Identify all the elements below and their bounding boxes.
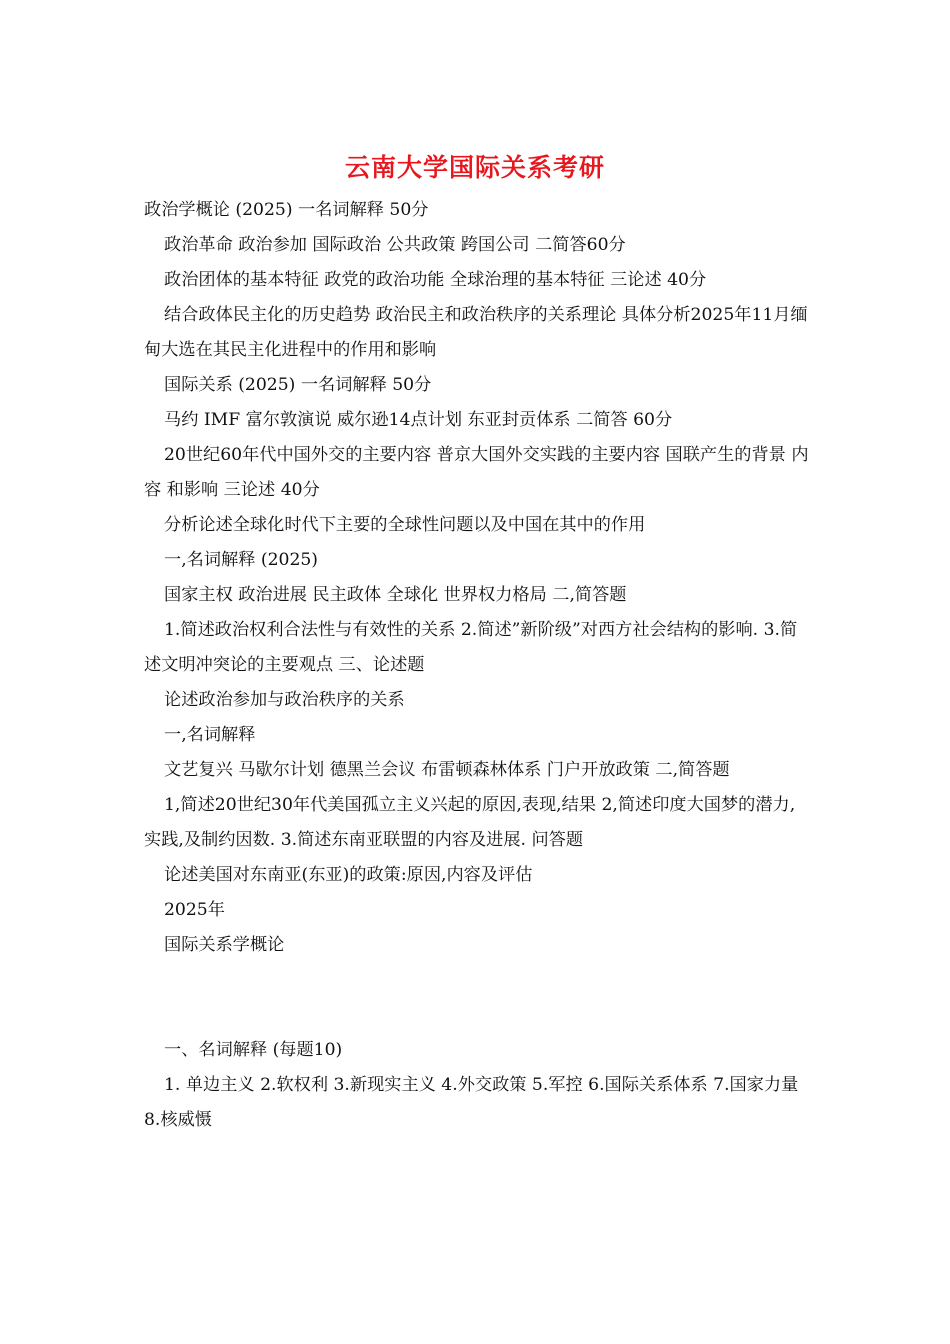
paragraph: 分析论述全球化时代下主要的全球性问题以及中国在其中的作用 [164, 515, 646, 535]
paragraph: 文艺复兴 马歇尔计划 德黑兰会议 布雷顿森林体系 门户开放政策 二,简答题 [164, 760, 730, 780]
paragraph: 1. 单边主义 2.软权利 3.新现实主义 4.外交政策 5.军控 6.国际关系体系 7.国家力量 8.核威慑 [144, 1075, 799, 1130]
document-body [144, 193, 812, 1138]
paragraph: 1.简述政治权利合法性与有效性的关系 2.简述”新阶级”对西方社会结构的影响. 3.简述文明冲突论的主要观点 三、论述题 [144, 620, 798, 675]
document-title: 云南大学国际关系考研 [344, 153, 605, 182]
paragraph: 结合政体民主化的历史趋势 政治民主和政治秩序的关系理论 具体分析2025年11月缅甸大选在其民主化进程中的作用和影响 [144, 305, 808, 360]
paragraph: 国家主权 政治进展 民主政体 全球化 世界权力格局 二,简答题 [164, 585, 627, 605]
paragraph: 论述美国对东南亚(东亚)的政策:原因,内容及评估 [164, 865, 533, 885]
paragraph: 国际关系学概论 [164, 935, 285, 955]
blank-space [144, 963, 812, 1033]
paragraph: 一,名词解释 (2025) [164, 550, 319, 570]
paragraph: 1,简述20世纪30年代美国孤立主义兴起的原因,表现,结果 2,简述印度大国梦的潜力,实践,及制约因数. 3.简述东南亚联盟的内容及进展. 问答题 [144, 795, 796, 850]
paragraph: 政治团体的基本特征 政党的政治功能 全球治理的基本特征 三论述 40分 [164, 270, 707, 290]
paragraph: 政治学概论 (2025) 一名词解释 50分 [144, 200, 429, 220]
paragraph: 一,名词解释 [164, 725, 256, 745]
paragraph: 论述政治参加与政治秩序的关系 [164, 690, 405, 710]
paragraph: 20世纪60年代中国外交的主要内容 普京大国外交实践的主要内容 国联产生的背景 内容 和影响 三论述 40分 [144, 445, 809, 500]
paragraph: 政治革命 政治参加 国际政治 公共政策 跨国公司 二简答60分 [164, 235, 626, 255]
paragraph: 国际关系 (2025) 一名词解释 50分 [164, 375, 432, 395]
paragraph: 2025年 [164, 900, 225, 920]
paragraph: 马约 IMF 富尔敦演说 威尔逊14点计划 东亚封贡体系 二简答 60分 [164, 410, 673, 430]
paragraph: 一、名词解释 (每题10) [164, 1040, 343, 1060]
